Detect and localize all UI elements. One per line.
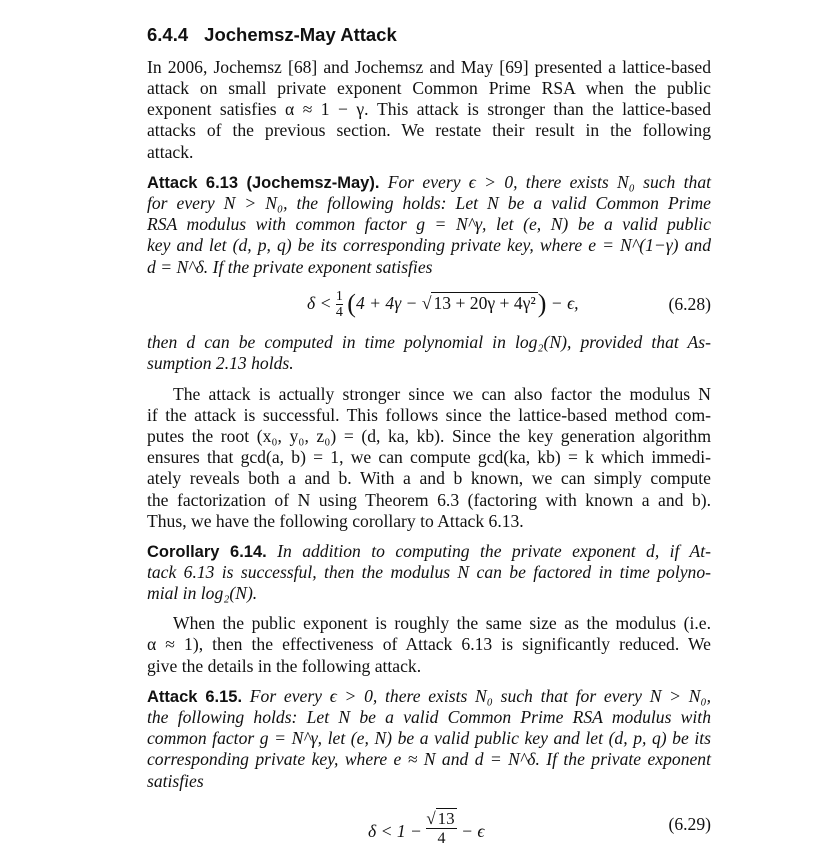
para2-line: The attack is actually stronger since we can also factor the modulus N — [173, 384, 711, 404]
eq-629-fraction — [426, 810, 456, 848]
eq-628-tail: − ϵ, — [550, 293, 579, 314]
eq-629-tail: − ϵ — [461, 821, 485, 841]
corollary-6-14-first-line — [147, 540, 711, 562]
eq-629-lhs: δ < 1 − — [368, 821, 422, 841]
para3-line: α ≈ 1), then the effectiveness of Attack 6.13 is significantly reduced. We — [147, 634, 711, 654]
sqrt-sign: √ — [421, 293, 432, 314]
attack-6-15-line: corresponding private key, where e ≈ N and d = N^δ. If the private exponent — [147, 749, 711, 769]
attack-6-13-after: sumption 2.13 holds. — [147, 353, 294, 373]
attack-6-15-line: satisfies — [147, 771, 204, 791]
para1-line: attack on small private exponent Common Prime RSA when the public — [147, 78, 711, 98]
section-number: 6.4.4 — [147, 24, 189, 45]
eq-629-frac-den: 4 — [426, 828, 456, 848]
para2-line: ately reveals both a and b. With a and b known, we can simply compute — [147, 468, 711, 488]
eq-629-frac-num: √ 13 — [426, 809, 455, 828]
para1-line: attack. — [147, 142, 194, 162]
attack-6-15-line: the following holds: Let N be a valid Common Prime RSA modulus with — [147, 707, 711, 727]
attack-6-13-first-line — [147, 171, 711, 193]
para3-line: give the details in the following attack. — [147, 656, 422, 676]
attack-6-15-line: common factor g = N^γ, let (e, N) be a valid public key and let (d, p, q) be its — [147, 728, 711, 748]
attack-6-13-line: for every N > N₀, the following holds: Let N be a valid Common Prime — [147, 193, 711, 213]
left-paren: ( — [347, 289, 356, 319]
para2-line: the factorization of N using Theorem 6.3 (factoring with known a and b). — [147, 490, 711, 510]
corollary-6-14-line: mial in log₂(N). — [147, 583, 258, 603]
equation-6-29 — [368, 810, 484, 848]
corollary-6-14-text: In addition to computing the private exponent d, if At- — [277, 541, 711, 561]
para2-line: if the attack is successful. This follows since the lattice-based method com- — [147, 405, 711, 425]
attack-6-15-text: For every ϵ > 0, there exists N₀ such that for every N > N₀, — [249, 686, 712, 706]
para2-line: ensures that gcd(a, b) = 1, we can compute gcd(ka, kb) = k which immedi- — [147, 447, 711, 467]
corollary-6-14-label: Corollary 6.14. — [147, 543, 267, 561]
attack-6-15-first-line — [147, 685, 711, 707]
equation-6-28 — [307, 290, 579, 320]
attack-6-13-line: RSA modulus with common factor g = N^γ, let (e, N) be a valid public — [147, 214, 711, 234]
corollary-6-14-line: tack 6.13 is successful, then the modulus N can be factored in time polyno- — [147, 562, 711, 582]
para3-line: When the public exponent is roughly the same size as the modulus (i.e. — [173, 613, 711, 633]
eq-629-sqrt: 13 — [437, 809, 455, 828]
section-heading — [147, 24, 397, 46]
para1-line: exponent satisfies α ≈ 1 − γ. This attack is stronger than the lattice-based — [147, 99, 711, 119]
attack-6-13-text: For every ϵ > 0, there exists N₀ such that — [387, 172, 711, 192]
attack-6-13-line: key and let (d, p, q) be its corresponding private key, where e = N^(1−γ) and — [147, 235, 711, 255]
para2-line: putes the root (x₀, y₀, z₀) = (d, ka, kb). Since the key generation algorithm — [147, 426, 711, 446]
attack-6-15-label: Attack 6.15. — [147, 688, 243, 706]
eq-628-fraction — [336, 290, 343, 320]
eq-628-sqrt: 13 + 20γ + 4γ² — [433, 293, 536, 314]
attack-6-13-line: d = N^δ. If the private exponent satisfies — [147, 257, 433, 277]
equation-number-6-28: (6.28) — [668, 294, 711, 314]
para1-line: attacks of the previous section. We restate their result in the following — [147, 120, 711, 140]
eq-628-frac-num: 1 — [335, 289, 343, 304]
attack-6-13-after: then d can be computed in time polynomial in log₂(N), provided that As- — [147, 332, 711, 352]
para2-line: Thus, we have the following corollary to Attack 6.13. — [147, 511, 524, 531]
eq-628-frac-den: 4 — [335, 305, 343, 320]
equation-number-6-29: (6.29) — [668, 814, 711, 834]
right-paren: ) — [537, 289, 547, 319]
eq-628-inner: 4 + 4γ − — [355, 293, 418, 314]
attack-6-13-label: Attack 6.13 (Jochemsz-May). — [147, 174, 380, 192]
para1-line: In 2006, Jochemsz [68] and Jochemsz and May [69] presented a lattice-based — [147, 57, 711, 77]
section-title: Jochemsz-May Attack — [204, 24, 397, 45]
eq-628-lhs: δ < — [307, 293, 332, 314]
